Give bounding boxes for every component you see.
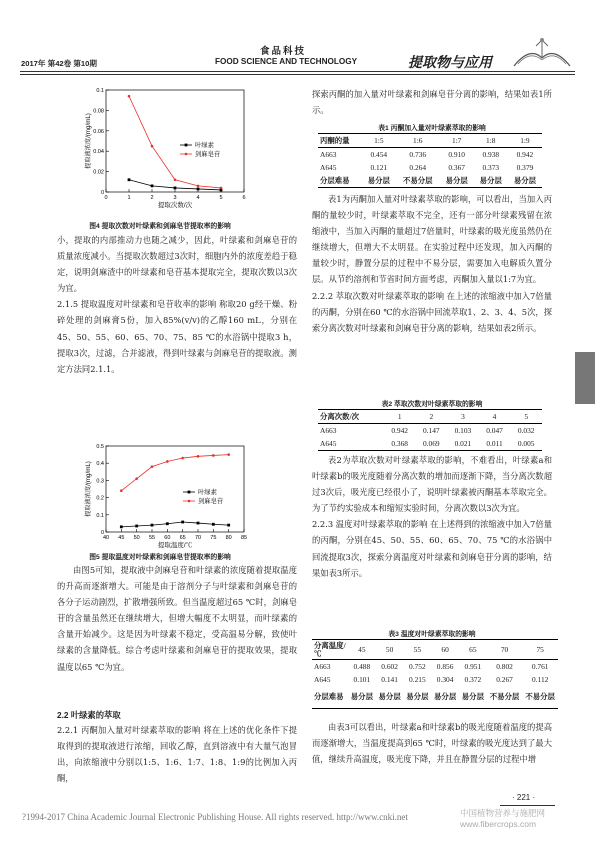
table-cell: 1:7	[440, 134, 474, 148]
legend-label: 剑麻皂苷	[198, 498, 224, 506]
table-cell: 0.005	[510, 437, 542, 451]
data-point	[197, 522, 200, 525]
table-cell: 0.488	[348, 660, 376, 674]
x-tick-label: 55	[148, 535, 156, 541]
table-cell: 易分层	[474, 174, 508, 188]
table-cell: 0.454	[362, 148, 396, 162]
figure-4-chart	[80, 82, 255, 217]
table-cell: 50	[376, 640, 404, 660]
x-tick-label: 4	[196, 195, 200, 201]
table-cell: 0.951	[459, 660, 487, 674]
watermark: 中国植物营养与施肥网 www.fibercrops.com	[460, 808, 546, 829]
table-cell: 易分层	[362, 174, 396, 188]
table-cell: 75	[522, 640, 558, 660]
data-point	[166, 460, 169, 463]
table-cell: 分离温度/℃	[312, 640, 348, 660]
right-column-mid	[312, 191, 552, 336]
data-point	[120, 525, 123, 528]
table-cell: 不易分层	[396, 174, 440, 188]
table-cell: 0.011	[479, 437, 511, 451]
data-point	[166, 522, 169, 525]
table-cell: 0.264	[409, 163, 427, 172]
table-cell: 易分层	[376, 686, 404, 708]
x-tick-label: 45	[118, 535, 125, 541]
y-tick-label: 0.4	[96, 461, 104, 468]
data-point	[227, 524, 230, 527]
table-cell: 55	[404, 640, 432, 660]
y-tick-label: 0.1	[96, 88, 104, 94]
legend-label: 剑麻皂苷	[195, 151, 221, 159]
table-cell: 1:8	[474, 134, 508, 148]
data-point	[181, 521, 184, 524]
table-row	[312, 673, 558, 686]
page-number: · 221 ·	[512, 793, 536, 802]
table-cell: 0.752	[404, 660, 432, 674]
paragraph: 由图5可知，提取液中剑麻皂苷和叶绿素的浓度随着提取温度的升高而逐渐增大。可能是由于溶剂分子与叶绿素和剑麻皂苷的各分子运动剧烈，扩散增强所致。但当温度超过65 ℃时，剑麻皂苷的含量虽然还在继续增大，但增大幅度不太明显，而叶绿素的含量开始减少。这是因为叶绿素不稳定，受高温易分解，致使叶绿素的含量降低。综合考虑叶绿素和剑麻皂苷的提取效果，提取温度以65 ℃为宜。	[57, 565, 297, 672]
x-tick-label: 1	[127, 195, 131, 201]
x-tick-label: 5	[219, 195, 223, 201]
table-cell: 0.602	[376, 660, 404, 674]
data-point	[151, 465, 154, 468]
table-cell: A645	[320, 163, 337, 172]
table-cell: 不易分层	[487, 686, 523, 708]
x-tick-label: 65	[179, 535, 186, 541]
journal-name-cn: 食品科技	[260, 46, 307, 57]
y-tick-label: 0.06	[93, 128, 104, 135]
table-row	[318, 410, 542, 424]
legend-marker	[188, 500, 191, 503]
copyright-footer: ?1994-2017 China Academic Journal Electronic Publishing House. All rights reserved. http://www.cnki.net	[22, 812, 408, 822]
table-cell: 0.141	[381, 675, 398, 684]
left-column-lower	[57, 562, 297, 675]
section-2-2-3: 2.2.3 温度对叶绿素萃取的影响 在上述得到的浓缩液中加入7倍量的丙酮，分别在45、50、55、60、65、70、75 ℃的水浴锅中回流提取3次，探索分离温度对叶绿素和剑麻皂苷分离的影响，结果如表3所示。	[312, 519, 552, 578]
table-cell: 1:5	[362, 134, 396, 148]
y-tick-label: 0	[100, 530, 104, 536]
table-cell: 0.032	[510, 424, 542, 438]
data-point	[135, 477, 138, 480]
data-point	[197, 455, 200, 458]
table-cell: 0.121	[370, 163, 388, 172]
x-axis-label: 提取次数/次	[157, 202, 193, 209]
table-cell: 0.856	[431, 660, 459, 674]
right-column-top	[312, 86, 552, 118]
table-cell: A663	[318, 424, 384, 438]
x-axis-label: 提取温度/℃	[157, 542, 193, 549]
table-row	[318, 161, 542, 174]
table-cell: 1:6	[396, 134, 440, 148]
table-cell: A645	[318, 437, 384, 451]
table-cell: 0.938	[474, 148, 508, 162]
data-point	[135, 525, 138, 528]
paragraph: 探索丙酮的加入量对叶绿素和剑麻皂苷分离的影响，结果如表1所示。	[312, 89, 552, 116]
table-cell: 0.368	[384, 437, 416, 451]
table-cell: A663	[312, 660, 348, 674]
section-2-2-heading: 2.2 叶绿素的萃取	[57, 710, 121, 720]
table-cell: 0.942	[384, 424, 416, 438]
legend-label: 叶绿素	[195, 142, 214, 150]
left-column-bottom	[57, 722, 297, 786]
table-cell: 易分层	[459, 686, 487, 708]
plot-frame	[106, 90, 244, 192]
x-tick-label: 0	[104, 195, 108, 201]
x-tick-label: 3	[173, 195, 177, 201]
table-cell: 1:9	[508, 134, 542, 148]
table-cell: 0.112	[531, 675, 549, 684]
table-cell: A645	[314, 675, 331, 684]
table-cell: 0.103	[447, 424, 479, 438]
table-cell: 丙酮的量	[318, 134, 362, 148]
data-point	[220, 187, 223, 190]
data-point	[227, 453, 230, 456]
x-tick-label: 85	[240, 535, 248, 541]
paragraph: 由表3可以看出，叶绿素a和叶绿素b的吸光度随着温度的提高而逐渐增大，当温度提高到65 ℃时，叶绿素的吸光度达到了最大值，继续升高温度，吸光度下降，并且在静置分层的过程中增	[312, 722, 552, 765]
table-cell: 0.367	[448, 163, 465, 172]
table-cell: 1	[384, 410, 416, 424]
journal-issue: 2017年 第42卷 第10期	[21, 59, 97, 68]
data-point	[212, 454, 215, 457]
column-title: 提取物与应用	[408, 54, 492, 70]
table-cell: 60	[431, 640, 459, 660]
table-row	[318, 148, 542, 162]
section-2-1-5: 2.1.5 提取温度对叶绿素和皂苷收率的影响 称取20 g经干燥、粉碎处理的剑麻膏5份，加入85%(v/v)的乙醇160 mL，分别在45、50、55、60、65、70、75、85 ℃的水浴锅中提取3 h，提取3次，过滤，合并滤液，得到叶绿素与剑麻皂苷的提取液。测定方法同2.1.1。	[57, 299, 297, 374]
data-point	[197, 185, 200, 188]
table-cell: 45	[348, 640, 376, 660]
table-cell: 0.021	[447, 437, 479, 451]
data-point	[174, 187, 177, 190]
table-row	[312, 640, 558, 660]
y-tick-label: 0.3	[96, 478, 104, 485]
table-cell: 分层难易	[312, 686, 348, 708]
book-logo-icon	[510, 36, 574, 72]
table-row	[312, 686, 558, 708]
table-cell: 易分层	[508, 174, 542, 188]
y-tick-label: 0	[100, 190, 104, 196]
data-point	[151, 145, 154, 148]
table-cell: 易分层	[440, 174, 474, 188]
header-rule-thin	[20, 74, 575, 75]
table-cell: 0.942	[508, 148, 542, 162]
table-cell: 0.910	[440, 148, 474, 162]
table-row	[318, 174, 542, 188]
data-point	[128, 178, 131, 181]
table-cell: 5	[510, 410, 542, 424]
table-cell: 2	[416, 410, 448, 424]
table-cell: 0.736	[396, 148, 440, 162]
table-cell: 易分层	[431, 686, 459, 708]
y-tick-label: 0.04	[93, 149, 104, 156]
legend-marker	[185, 144, 188, 147]
legend-label: 叶绿素	[198, 489, 217, 497]
x-tick-label: 2	[150, 195, 154, 201]
legend-marker	[188, 491, 191, 494]
paragraph: 小，提取的内部推动力也随之减少，因此，叶绿素和剑麻皂苷的质量浓度减小。当提取次数超过3次时，细胞内外的浓度差趋于稳定，说明剑麻渣中的叶绿素和皂苷基本提取完全，提取次数以3次为宜。	[57, 235, 297, 294]
section-tab-marker	[575, 352, 595, 404]
table-cell: 不易分层	[522, 686, 558, 708]
paragraph: 表2为萃取次数对叶绿素萃取的影响，不难看出，叶绿素a和叶绿素b的吸光度随着分离次数的增加而逐渐下降，当分离次数超过3次后，吸光度已经很小了，说明叶绿素被丙酮基本萃取完全。为了节约实验成本和缩短实验时间，分离次数以3次为宜。	[312, 455, 552, 514]
right-column-lower	[312, 452, 552, 581]
y-tick-label: 0.5	[96, 444, 104, 450]
data-point	[120, 489, 123, 492]
y-axis-label: 提取液浓度/(mg/mL)	[85, 461, 92, 517]
figure-5-caption: 图5 提取温度对叶绿素和剑麻皂苷提取率的影响	[89, 554, 231, 561]
table-cell: 分离次数/次	[318, 410, 384, 424]
x-tick-label: 80	[225, 535, 232, 541]
x-tick-label: 60	[164, 535, 171, 541]
table-cell: 3	[447, 410, 479, 424]
table-2	[318, 409, 542, 451]
y-tick-label: 0.1	[96, 512, 104, 519]
table-cell: 易分层	[348, 686, 376, 708]
data-point	[151, 524, 154, 527]
y-tick-label: 0.2	[96, 495, 104, 502]
figure-4-caption: 图4 提取次数对叶绿素和剑麻皂苷提取率的影响	[89, 223, 231, 230]
x-tick-label: 6	[242, 195, 246, 201]
table-cell: 65	[459, 640, 487, 660]
x-tick-label: 50	[133, 535, 140, 541]
left-column-upper	[57, 232, 297, 377]
y-tick-label: 0.08	[93, 108, 104, 115]
paragraph: 表1为丙酮加入量对叶绿素萃取的影响，可以看出，当加入丙酮的量较少时，叶绿素萃取不完全，还有一部分叶绿素残留在浓缩液中，当加入丙酮的量超过7倍量时，叶绿素的吸光度虽然仍在继续增大，但增大不太明显。在实验过程中还发现，加入丙酮的量较少时，静置分层的过程中不易分层，需要加入电解质久置分层。从节约溶剂和节省时间方面考虑，丙酮加入量以1:7为宜。	[312, 194, 552, 285]
table-cell: 70	[487, 640, 523, 660]
table-cell: 0.761	[522, 660, 558, 674]
x-tick-label: 70	[194, 535, 202, 541]
table-cell: 0.379	[516, 163, 534, 172]
table-row	[318, 424, 542, 438]
table-cell: 0.069	[416, 437, 448, 451]
y-tick-label: 0.02	[93, 169, 104, 176]
table-3	[312, 639, 558, 709]
data-point	[197, 188, 200, 191]
right-column-bottom	[312, 719, 552, 767]
section-2-2-1: 2.2.1 丙酮加入量对叶绿素萃取的影响 将在上述的优化条件下提取得到的提取液进行浓缩，回收乙醇，直到溶液中有大量气泡冒出，向浓缩液中分别以1:5、1:6、1:7、1:8、1:9的比例加入丙酮，	[57, 725, 297, 784]
series-line-saponin	[121, 455, 228, 491]
table-cell: 0.215	[409, 675, 426, 684]
plot-frame	[106, 446, 244, 532]
table-1-title: 表1 丙酮加入量对叶绿素萃取的影响	[378, 125, 486, 132]
table-cell: 0.802	[487, 660, 523, 674]
header-rule	[20, 71, 575, 72]
y-axis-label: 提取液浓度/(mg/mL)	[85, 113, 92, 169]
table-row	[318, 437, 542, 451]
table-cell: 0.147	[416, 424, 448, 438]
x-tick-label: 40	[102, 535, 110, 541]
table-1	[318, 133, 542, 188]
table-cell: 0.047	[479, 424, 511, 438]
table-2-title: 表2 萃取次数对叶绿素萃取的影响	[381, 401, 483, 408]
data-point	[151, 184, 154, 187]
section-2-2-2: 2.2.2 萃取次数对叶绿素萃取的影响 在上述的浓缩液中加入7倍量的丙酮，分别在60 ℃的水浴锅中回流萃取1、2、3、4、5次，探索分离次数对叶绿素和剑麻皂苷分离的影响，结果如表2所示。	[312, 290, 552, 333]
journal-name-en: FOOD SCIENCE AND TECHNOLOGY	[215, 57, 358, 66]
table-cell: 0.267	[496, 675, 513, 684]
data-point	[128, 95, 131, 98]
legend-marker	[185, 153, 188, 156]
table-cell: 0.372	[464, 675, 482, 684]
table-cell: A663	[318, 148, 362, 162]
figure-5-chart	[80, 440, 255, 550]
data-point	[181, 457, 184, 460]
data-point	[174, 178, 177, 181]
table-cell: 0.304	[436, 675, 454, 684]
table-row	[312, 660, 558, 674]
table-cell: 分层难易	[318, 174, 362, 188]
data-point	[212, 523, 215, 526]
table-cell: 易分层	[404, 686, 432, 708]
table-3-title: 表3 温度对叶绿素萃取的影响	[388, 631, 476, 638]
x-tick-label: 75	[210, 535, 217, 541]
footer-rule	[500, 805, 555, 806]
table-cell: 0.101	[353, 675, 371, 684]
table-cell: 4	[479, 410, 511, 424]
table-row	[318, 134, 542, 148]
table-cell: 0.373	[482, 163, 500, 172]
